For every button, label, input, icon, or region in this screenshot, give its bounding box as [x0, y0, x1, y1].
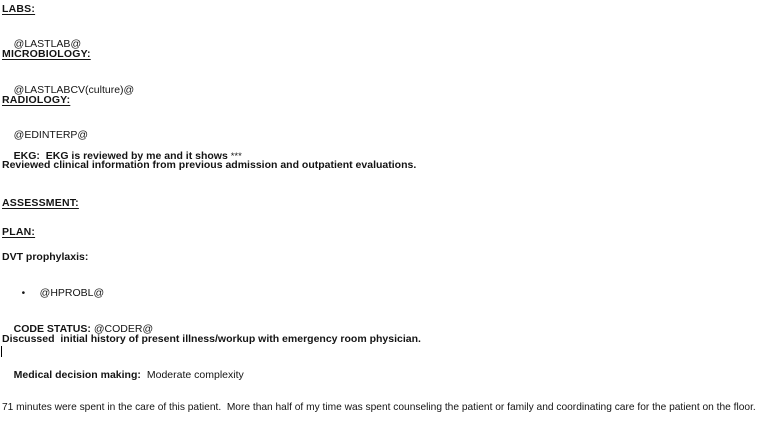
plan-section-header: PLAN:: [2, 226, 36, 238]
discussed-history-line: Discussed initial history of present illness/workup with emergency room physician.: [2, 333, 421, 345]
time-attestation-line: 71 minutes were spent in the care of this patient. More than half of my time was spent counseling the patient or family and coordinating care for the patient on the floor.: [2, 402, 756, 413]
reviewed-clinical-info-line: Reviewed clinical information from previous admission and outpatient evaluations.: [2, 159, 417, 171]
problem-list-bullet-item: [2, 274, 104, 313]
labs-section-header: LABS:: [2, 3, 36, 15]
ekg-statement-text: EKG: EKG is reviewed by me and it shows: [13, 150, 231, 162]
lastlabcv-smartphrase-token[interactable]: @LASTLABCV(culture)@: [13, 84, 135, 96]
microbiology-section-header: MICROBIOLOGY:: [2, 48, 91, 60]
dvt-prophylaxis-label: DVT prophylaxis:: [2, 251, 89, 263]
mdm-line: [2, 356, 244, 395]
assessment-section-header: ASSESSMENT:: [2, 197, 79, 209]
hprobl-smartphrase-token[interactable]: @HPROBL@: [39, 287, 105, 299]
mdm-value: Moderate complexity: [146, 369, 244, 381]
mdm-label: Medical decision making:: [13, 369, 141, 381]
lastlab-smartphrase-token[interactable]: @LASTLAB@: [13, 38, 82, 50]
coder-smartphrase-token[interactable]: @CODER@: [93, 323, 154, 335]
bullet-icon: •: [21, 288, 26, 299]
radiology-section-header: RADIOLOGY:: [2, 94, 71, 106]
edinterp-smartphrase-token[interactable]: @EDINTERP@: [13, 129, 89, 141]
code-status-label: CODE STATUS:: [13, 323, 91, 335]
ekg-wildcard-stop[interactable]: ***: [230, 151, 242, 162]
